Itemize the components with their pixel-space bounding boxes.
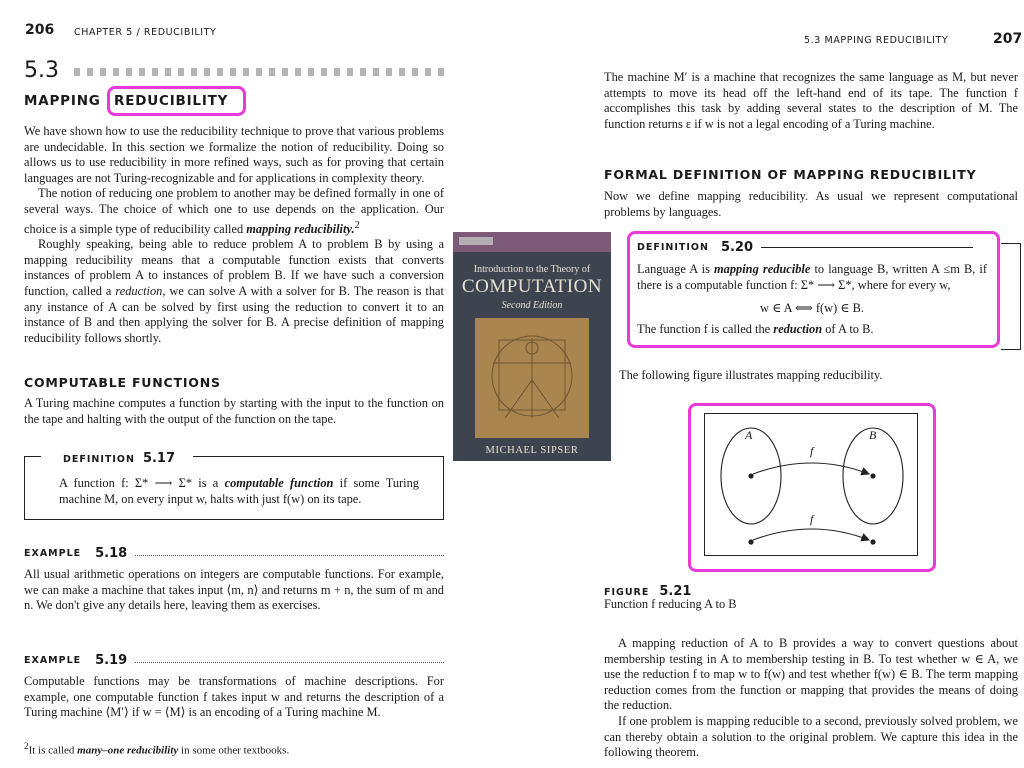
bottom-paragraph-1: A mapping reduction of A to B provides a way to convert questions about membership testing in A to membership testing in B. To test whether w ∈ A, we use the reduction f to map w to f(w) and test whether f(w) ∈ B. The term mapping reduction comes from the function or mapping that provides the means of doing the reduction. (604, 636, 1018, 713)
definition-5-17-label: DEFINITION (63, 454, 135, 465)
formal-definition-heading: FORMAL DEFINITION OF MAPPING REDUCIBILITY (604, 167, 977, 182)
example-5-19-label: EXAMPLE (24, 655, 82, 666)
definition-5-20-text: Language A is mapping reducible to language B, written A ≤m B, if there is a computable function f: Σ* ⟶ Σ*, where for every w, (637, 262, 987, 292)
figure-intro-text: The following figure illustrates mapping reducibility. (619, 368, 883, 382)
point-a-bottom (748, 539, 753, 544)
footnote-ref: 2 (354, 219, 360, 231)
term-reduction: reduction (115, 284, 163, 299)
cover-artwork (475, 318, 589, 438)
arrow-bottom (753, 529, 869, 540)
computable-functions-heading: COMPUTABLE FUNCTIONS (24, 375, 221, 390)
figure-caption: Function f reducing A to B (604, 597, 737, 611)
point-a-top (748, 473, 753, 478)
intro-text (24, 124, 444, 346)
label-set-b: B (869, 428, 877, 442)
definition-5-20-number: 5.20 (720, 240, 754, 255)
section-title-reducibility: REDUCIBILITY (114, 93, 229, 109)
right-top-paragraph: The machine M′ is a machine that recognizes the same language as M, but never attempts to move its head off the left-hand end of its tape. The function f accomplishes this task by adding several states to the description of M. The function returns ε if w is not a legal encoding of a Turing machine. (604, 70, 1018, 131)
example-5-18-number: 5.18 (95, 546, 128, 561)
vitruvian-sketch-icon (475, 318, 589, 438)
definition-5-17-text: A function f: Σ* ⟶ Σ* is a computable function if some Turing machine M, on every input w, halts with just f(w) on its tape. (59, 476, 419, 506)
left-page-number: 206 (25, 22, 55, 38)
term-reduction-def: reduction (773, 322, 823, 336)
computable-functions-text: A Turing machine computes a function by starting with the input to the function on the tape and halting with the output of the function on the tape. (24, 396, 444, 426)
right-chapter-header: 5.3 MAPPING REDUCIBILITY (804, 35, 949, 46)
cover-title-line1: Introduction to the Theory of (473, 264, 591, 275)
publisher-logo (459, 237, 493, 245)
intro-paragraph-3: Roughly speaking, being able to reduce problem A to problem B by using a mapping reducibility means that a computable function exists that converts instances of problem A to instances of problem B. If we have such a conversion function, called a reduction, we can solve A with a solver for B. The reason is that any instance of A can be solved by first using the reduction to convert it to an instance of B and then applying the solver for B. A precise definition of mapping reducibility follows shortly. (24, 237, 445, 345)
intro-paragraph-1: We have shown how to use the reducibility technique to prove that various problems are undecidable. In this section we formalize the notion of reducibility. Doing so allows us to use reducibility in more refined ways, such as for proving that certain languages are not Turing-recognizable and for applications in complexity theory. (24, 124, 444, 185)
example-5-19-text: Computable functions may be transformations of machine descriptions. For example, one computable function f takes input w and returns the description of a Turing machine ⟨M′⟩ if w = ⟨M⟩ is an encoding of a Turing machine M. (24, 674, 444, 720)
label-arrow-top: f (810, 444, 814, 458)
definition-5-20-frame (1001, 243, 1021, 350)
example-5-18-label: EXAMPLE (24, 548, 82, 559)
section-title (24, 93, 101, 109)
point-b-top (870, 473, 875, 478)
bottom-paragraph-2: If one problem is mapping reducible to a second, previously solved problem, we can thereby obtain a solution to the original problem. We capture this idea in the following theorem. (604, 713, 1018, 760)
definition-5-20-label: DEFINITION (637, 242, 709, 253)
example-5-18-heading (24, 546, 444, 561)
definition-5-17-box (24, 451, 444, 520)
term-mapping-reducible: mapping reducible (714, 262, 811, 276)
definition-5-20-heading (637, 240, 973, 255)
cover-author: MICHAEL SIPSER (485, 445, 579, 456)
example-5-19-heading (24, 653, 444, 668)
definition-5-20-formula: w ∈ A ⟺ f(w) ∈ B. (760, 301, 864, 315)
right-page-number: 207 (993, 31, 1023, 47)
example-5-19-number: 5.19 (95, 653, 128, 668)
right-bottom-text (604, 636, 1018, 761)
book-cover-image (453, 232, 611, 461)
label-arrow-bottom: f (810, 512, 814, 526)
cover-edition: Second Edition (501, 300, 563, 311)
label-set-a: A (745, 428, 753, 442)
left-chapter-header: CHAPTER 5 / REDUCIBILITY (74, 27, 217, 38)
term-mapping-reducibility: mapping reducibility. (246, 221, 355, 236)
formal-definition-text: Now we define mapping reducibility. As usual we represent computational problems by languages. (604, 189, 1018, 219)
figure-5-21-diagram (704, 413, 918, 556)
term-many-one: many–one reducibility (77, 744, 179, 757)
section-title-mapping: MAPPING (24, 93, 101, 109)
arrow-top (753, 463, 869, 474)
example-5-18-text: All usual arithmetic operations on integers are computable functions. For example, we can make a machine that takes input ⟨m, n⟩ and returns m + n, the sum of m and n. We don't give any details here, leaving them as exercises. (24, 567, 444, 613)
term-computable-function: computable function (224, 476, 334, 490)
figure-number: 5.21 (659, 584, 692, 599)
cover-title-main: COMPUTATION (461, 276, 603, 297)
cover-top-band (453, 232, 611, 252)
intro-paragraph-2: The notion of reducing one problem to another may be defined formally in one of several ways. The choice of which one to use depends on the application. Our choice is a simple type of reducibility called mapping reducibility.$^2$ (24, 186, 444, 236)
definition-5-20-closing: The function f is called the reduction of A to B. (637, 322, 874, 336)
figure-label: FIGURE (604, 587, 650, 598)
point-b-bottom (870, 539, 875, 544)
section-number: 5.3 (24, 58, 59, 83)
definition-5-17-number: 5.17 (142, 451, 176, 466)
decorative-glyph-row (74, 68, 444, 76)
mapping-reducibility-diagram (705, 414, 917, 555)
footnote: $^2$It is called many–one reducibility in some other textbooks. (24, 741, 290, 757)
